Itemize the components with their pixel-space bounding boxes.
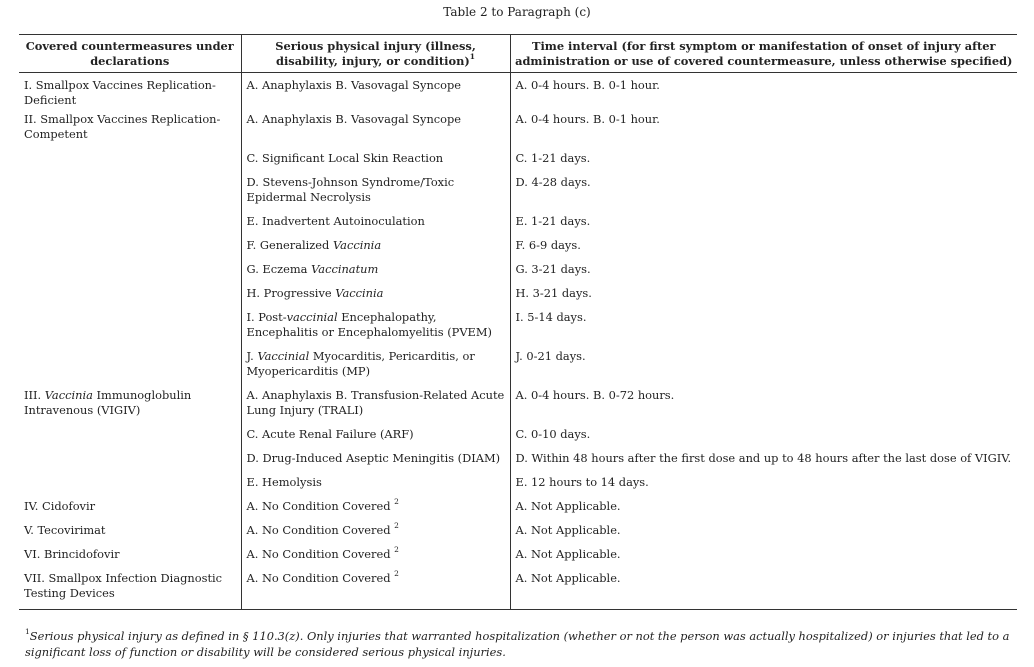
cell-countermeasure	[19, 427, 241, 451]
header-injury: Serious physical injury (illness, disability, injury, or condition)$^1$	[241, 35, 510, 73]
cell-time-interval: A. Not Applicable.	[515, 522, 621, 537]
table-row	[19, 262, 1017, 286]
table-row	[19, 238, 1017, 262]
table-row	[19, 151, 1017, 175]
table-row	[19, 388, 1017, 427]
cell-countermeasure	[19, 475, 241, 499]
cell-injury: J. Vaccinial Myocarditis, Pericarditis, or Myopericarditis (MP)	[241, 349, 510, 388]
cell-countermeasure: VII. Smallpox Infection Diagnostic Testing Devices	[19, 571, 241, 610]
cell-countermeasure: VI. Brincidofovir	[24, 546, 120, 561]
table-row	[19, 310, 1017, 349]
table-row	[19, 214, 1017, 238]
cell-injury: D. Stevens-Johnson Syndrome/Toxic Epidermal Necrolysis	[241, 175, 510, 214]
cell-countermeasure: V. Tecovirimat	[24, 522, 106, 537]
table-row	[19, 349, 1017, 388]
footnote-ref-2: 2	[394, 544, 399, 554]
cell-countermeasure	[19, 262, 241, 286]
cell-countermeasure	[19, 151, 241, 175]
table-row	[19, 73, 1017, 112]
cell-time-interval: D. Within 48 hours after the first dose and up to 48 hours after the last dose of VIGIV.	[515, 450, 1012, 465]
table-row	[19, 427, 1017, 451]
cell-countermeasure	[19, 238, 241, 262]
footnote-ref-1: 1	[469, 52, 475, 62]
cell-time-interval: J. 0-21 days.	[515, 348, 586, 363]
table-caption: Table 2 to Paragraph (c)	[443, 5, 591, 19]
cell-time-interval: A. 0-4 hours. B. 0-72 hours.	[515, 387, 675, 402]
cell-injury: A. Anaphylaxis B. Vasovagal Syncope	[241, 112, 510, 151]
cell-injury: C. Acute Renal Failure (ARF)	[241, 427, 510, 451]
table-row	[19, 499, 1017, 523]
header-time-interval: Time interval (for first symptom or manifestation of onset of injury after administration or use of covered countermeasure, unless otherwise specified)	[510, 35, 1017, 73]
cell-injury: F. Generalized Vaccinia	[241, 238, 510, 262]
footnote	[25, 628, 1015, 660]
injury-table	[19, 34, 1017, 610]
header-countermeasures: Covered countermeasures under declarations	[19, 35, 241, 73]
cell-time-interval: A. Not Applicable.	[510, 571, 1017, 610]
cell-countermeasure: I. Smallpox Vaccines Replication-Deficient	[24, 78, 216, 107]
table-row	[19, 547, 1017, 571]
cell-injury: G. Eczema Vaccinatum	[241, 262, 510, 286]
cell-countermeasure	[19, 175, 241, 214]
cell-injury: A. No Condition Covered $^2$	[241, 499, 510, 523]
cell-injury: A. No Condition Covered $^2$	[241, 571, 510, 610]
footnote-marker: 1	[25, 627, 30, 637]
cell-countermeasure	[19, 451, 241, 475]
cell-time-interval: I. 5-14 days.	[515, 309, 587, 324]
cell-time-interval: F. 6-9 days.	[515, 237, 581, 252]
cell-injury: D. Drug-Induced Aseptic Meningitis (DIAM)	[241, 451, 510, 475]
footnote-ref-2: 2	[394, 568, 399, 578]
footnote-text: Serious physical injury as defined in § 110.3(z). Only injuries that warranted hospitalization (whether or not the person was actually hospitalized) or injuries that led to a significant loss of function or disability will be considered serious physical injuries.	[25, 629, 1010, 659]
cell-injury: A. Anaphylaxis B. Transfusion-Related Acute Lung Injury (TRALI)	[241, 388, 510, 427]
cell-countermeasure: II. Smallpox Vaccines Replication-Competent	[24, 111, 221, 141]
cell-countermeasure	[19, 349, 241, 388]
cell-countermeasure: III. Vaccinia Immunoglobulin Intravenous (VIGIV)	[24, 387, 192, 417]
table-row	[19, 175, 1017, 214]
cell-injury: H. Progressive Vaccinia	[241, 286, 510, 310]
cell-time-interval: E. 12 hours to 14 days.	[515, 474, 649, 489]
table-header-row	[19, 35, 1017, 73]
cell-time-interval: A. 0-4 hours. B. 0-1 hour.	[515, 78, 660, 92]
cell-injury: E. Inadvertent Autoinoculation	[241, 214, 510, 238]
cell-countermeasure	[19, 214, 241, 238]
cell-time-interval: G. 3-21 days.	[515, 261, 591, 276]
cell-injury: A. No Condition Covered $^2$	[241, 523, 510, 547]
table-row	[19, 451, 1017, 475]
table-row	[19, 112, 1017, 151]
table-row	[19, 523, 1017, 547]
cell-injury: I. Post-vaccinial Encephalopathy, Encephalitis or Encephalomyelitis (PVEM)	[241, 310, 510, 349]
cell-time-interval: A. Not Applicable.	[515, 498, 621, 513]
cell-injury: A. Anaphylaxis B. Vasovagal Syncope	[241, 73, 510, 112]
cell-time-interval: A. 0-4 hours. B. 0-1 hour.	[515, 111, 660, 126]
cell-injury: A. No Condition Covered $^2$	[241, 547, 510, 571]
cell-time-interval: H. 3-21 days.	[515, 285, 592, 300]
cell-time-interval: A. Not Applicable.	[515, 546, 621, 561]
cell-countermeasure: IV. Cidofovir	[24, 498, 96, 513]
cell-injury: E. Hemolysis	[241, 475, 510, 499]
table-row	[19, 571, 1017, 610]
cell-time-interval: E. 1-21 days.	[515, 213, 591, 228]
cell-countermeasure	[19, 286, 241, 310]
cell-time-interval: C. 0-10 days.	[515, 426, 591, 441]
cell-time-interval: D. 4-28 days.	[515, 174, 591, 189]
table-row	[19, 286, 1017, 310]
footnote-ref-2: 2	[394, 496, 399, 506]
footnote-ref-2: 2	[394, 520, 399, 530]
table-row	[19, 475, 1017, 499]
cell-time-interval: C. 1-21 days.	[515, 150, 591, 165]
cell-injury: C. Significant Local Skin Reaction	[241, 151, 510, 175]
cell-countermeasure	[19, 310, 241, 349]
